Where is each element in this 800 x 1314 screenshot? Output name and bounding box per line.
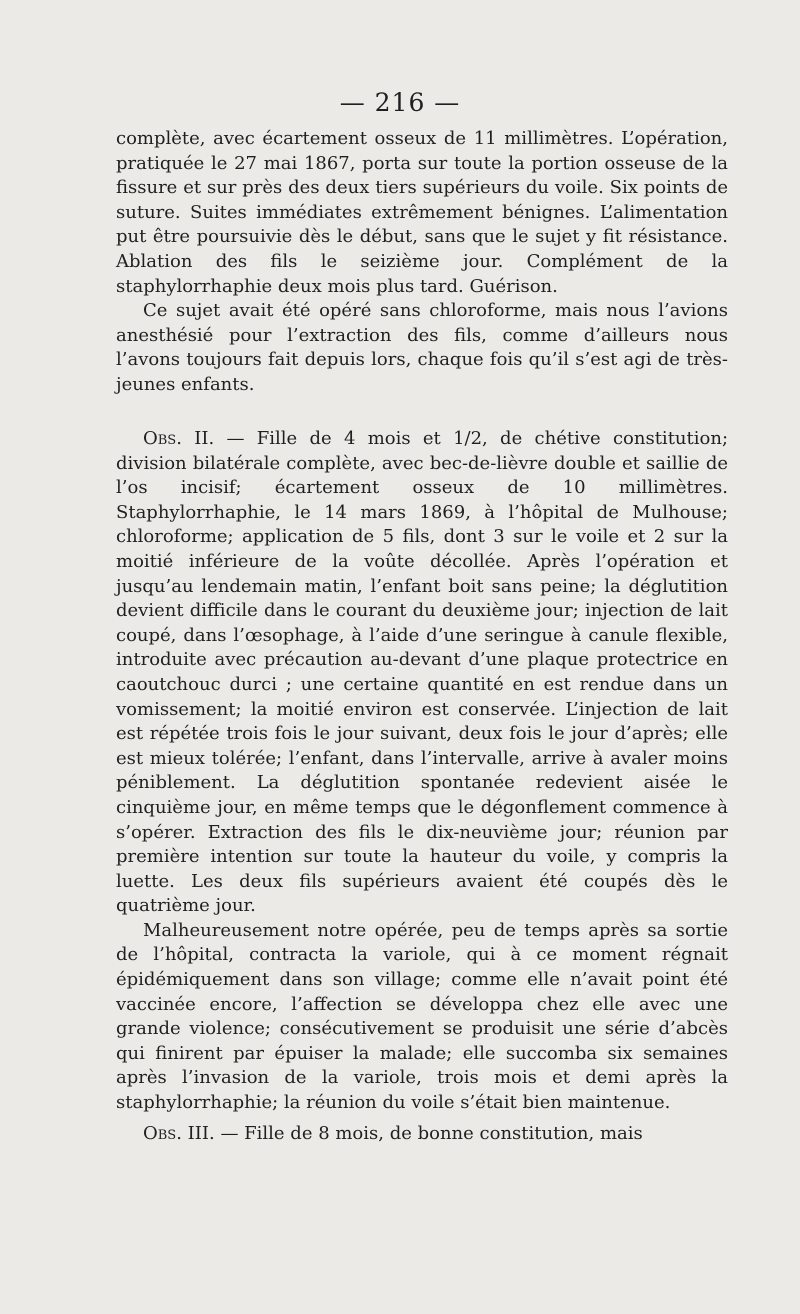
obs2-label: Obs. II. xyxy=(143,428,215,449)
obs3-label: Obs. III. xyxy=(143,1123,215,1144)
text-block-bottom xyxy=(116,1122,728,1147)
text-block-middle xyxy=(116,427,728,1116)
obs2-text: — Fille de 4 mois et 1/2, de chétive constitution; division bilatérale complète, avec bec-de-lièvre double et saillie de l’os incisif; écartement osseux de 10 millimètres. Staphylorrhaphie, le 14 mars 1869, à l’hôpital de Mulhouse; chloroforme; application de 5 fils, dont 3 sur le voile et 2 sur la moitié inférieure de la voûte décollée. Après l’opération et jusqu’au lendemain matin, l’enfant boit sans peine; la déglutition devient difficile dans le courant du deuxième jour; injection de lait coupé, dans l’œsophage, à l’aide d’une seringue à canule flexible, introduite avec précaution au-devant d’une plaque protectrice en caoutchouc durci ; une certaine quantité en est rendue dans un vomissement; la moitié environ est conservée. L’injection de lait est répétée trois fois le jour suivant, deux fois le jour d’après; elle est mieux tolérée; l’enfant, dans l’intervalle, arrive à avaler moins péniblement. La déglutition spontanée redevient aisée le cinquième jour, en même temps que le dégonflement commence à s’opérer. Extraction des fils le dix-neuvième jour; réunion par première intention sur toute la hauteur du voile, y compris la luette. Les deux fils supérieurs avaient été coupés dès le quatrième jour. xyxy=(116,428,729,917)
paragraph-obs2-followup: Malheureusement notre opérée, peu de temps après sa sortie de l’hôpital, contracta la variole, qui à ce moment régnait épidémiquement dans son village; comme elle n’avait point été vaccinée encore, l’affection se développa chez elle avec une grande violence; consécutivement se produisit une série d’abcès qui finirent par épuiser la malade; elle succomba six semaines après l’invasion de la variole, trois mois et demi après la staphylorrhaphie; la réunion du voile s’était bien maintenue. xyxy=(116,919,728,1114)
paragraph-anesthesia-note: Ce sujet avait été opéré sans chloroforme, mais nous l’avions anesthésié pour l’extraction des fils, comme d’ailleurs nous l’avons toujours fait depuis lors, chaque fois qu’il s’est agi de très-jeunes enfants. xyxy=(116,300,728,395)
paragraph-obs2 xyxy=(116,427,728,919)
page-number: — 216 — xyxy=(339,88,461,117)
paragraph-obs3 xyxy=(116,1122,728,1147)
obs3-text: — Fille de 8 mois, de bonne constitution, mais xyxy=(214,1123,643,1144)
text-block-top xyxy=(116,127,728,398)
paragraph-obs1-end: complète, avec écartement osseux de 11 millimètres. L’opération, pratiquée le 27 mai 1867, porta sur toute la portion osseuse de la fissure et sur près des deux tiers supérieurs du voile. Six points de suture. Suites immédiates extrêmement bénignes. L’alimentation put être poursuivie dès le début, sans que le sujet y fit résistance. Ablation des fils le seizième jour. Complément de la staphylorrhaphie deux mois plus tard. Guérison. xyxy=(116,128,728,297)
